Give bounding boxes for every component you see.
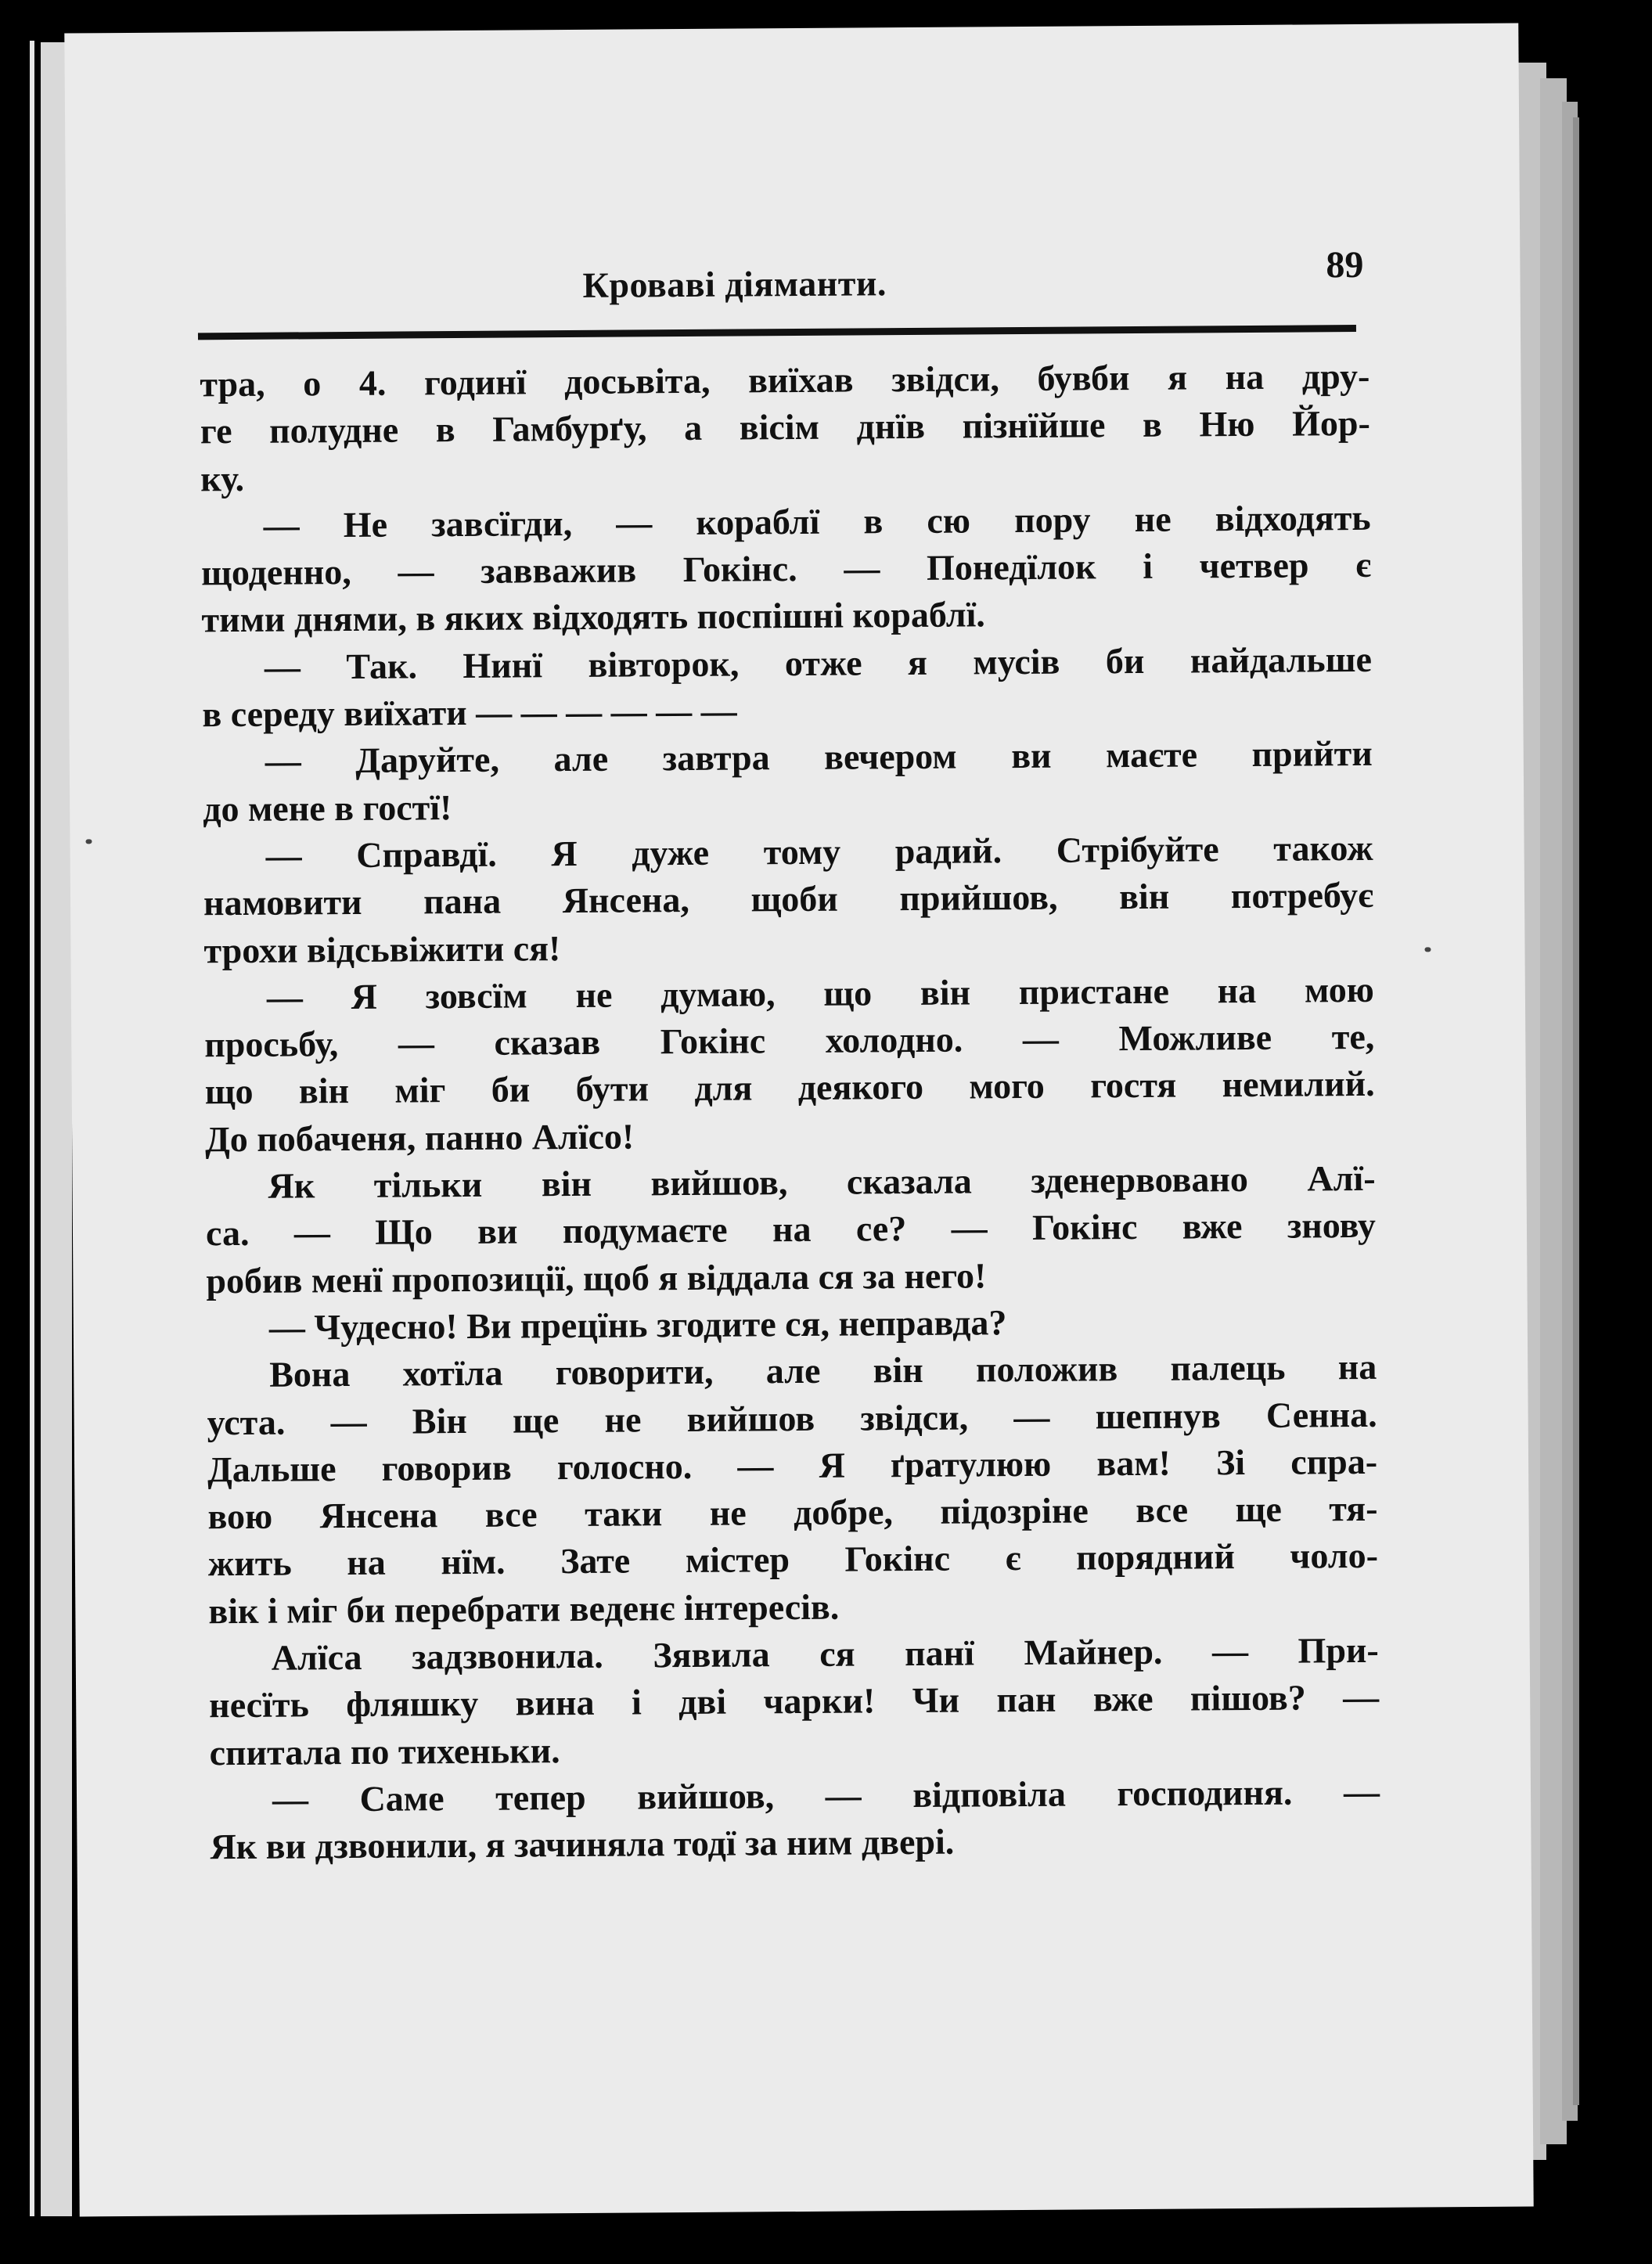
- text-line: тра, о 4. годинї досьвіта, виїхав звідси, бувби я на дру-: [200, 355, 1370, 405]
- running-title: Кроваві діяманти.: [582, 263, 887, 305]
- text-line: — Чудесно! Ви прецїнь згодите ся, неправда?: [268, 1302, 1007, 1348]
- scan-speck: [1424, 947, 1431, 952]
- text-line: — Не завсїгди, — кораблї в сю пору не відходять: [263, 497, 1371, 545]
- text-line: спитала по тихеньки.: [209, 1729, 560, 1773]
- page-header: [199, 243, 1366, 322]
- text-line: щоденно, — завважив Гокінс. — Понедїлок і четвер є: [200, 545, 1372, 593]
- text-line: вік і міг би перебрати веденє інтересів.: [208, 1586, 840, 1632]
- text-line: просьбу, — сказав Гокінс холодно. — Можливе те,: [204, 1017, 1375, 1065]
- text-line: до мене в гостї!: [203, 786, 452, 829]
- header-rule: [198, 325, 1356, 340]
- text-line: Як тільки він вийшов, сказала зденервовано Алї-: [268, 1157, 1376, 1206]
- text-line: Дальше говорив голосно. — Я ґратулюю вам! Зі спра-: [207, 1441, 1378, 1490]
- text-line: Як ви дзвонили, я зачиняла тодї за ним двері.: [210, 1821, 955, 1867]
- text-line: несїть фляшку вина і дві чарки! Чи пан вже пішов? —: [209, 1677, 1380, 1726]
- scan-speck: [85, 839, 92, 844]
- book-page: [64, 23, 1533, 2217]
- text-line: ге полудне в Гамбурґу, а вісім днїв пізнїйше в Ню Йор-: [200, 403, 1370, 452]
- text-line: Вона хотїла говорити, але він положив палець на: [269, 1347, 1377, 1395]
- text-line: Алїса задзвонила. Зявила ся панї Майнер. — При-: [271, 1629, 1379, 1678]
- text-line: що він міг би бути для деякого мого гостя немилий.: [204, 1064, 1375, 1112]
- text-line: жить на нїм. Зате містер Гокінс є порядний чоло-: [207, 1535, 1379, 1584]
- left-page-edge: [30, 41, 34, 2216]
- text-line: уста. — Він ще не вийшов звідси, — шепнув Сенна.: [207, 1394, 1377, 1442]
- text-line: — Так. Нинї вівторок, отже я мусів би найдальше: [264, 639, 1373, 687]
- text-line: — Справдї. Я дуже тому радий. Стрібуйте також: [265, 827, 1373, 876]
- text-line: намовити пана Янсена, щоби прийшов, він потребує: [203, 875, 1374, 923]
- text-line: в середу виїхати — — — — — —: [202, 690, 737, 735]
- text-line: тими днями, в яких відходять поспішні кораблї.: [201, 594, 985, 640]
- text-line: са. — Що ви подумаєте на се? — Гокінс вже знову: [205, 1205, 1377, 1254]
- text-line: До побаченя, панно Алїсо!: [204, 1116, 635, 1160]
- text-line: робив менї пропозиції, щоб я віддала ся за него!: [206, 1254, 987, 1301]
- text-line: трохи відсьвіжити ся!: [203, 927, 561, 970]
- text-line: — Саме тепер вийшов, — відповіла господиня. —: [272, 1771, 1380, 1819]
- text-line: — Я зовсїм не думаю, що він пристане на мою: [266, 969, 1375, 1017]
- text-line: вою Янсена все таки не добре, підозріне все ще тя-: [207, 1488, 1378, 1537]
- page-body: [200, 353, 1380, 1871]
- page-number: 89: [1326, 243, 1364, 286]
- text-line: — Даруйте, але завтра вечером ви маєте прийти: [265, 733, 1373, 782]
- text-line: ку.: [200, 458, 245, 499]
- page-stack-edge: [1573, 117, 1579, 2105]
